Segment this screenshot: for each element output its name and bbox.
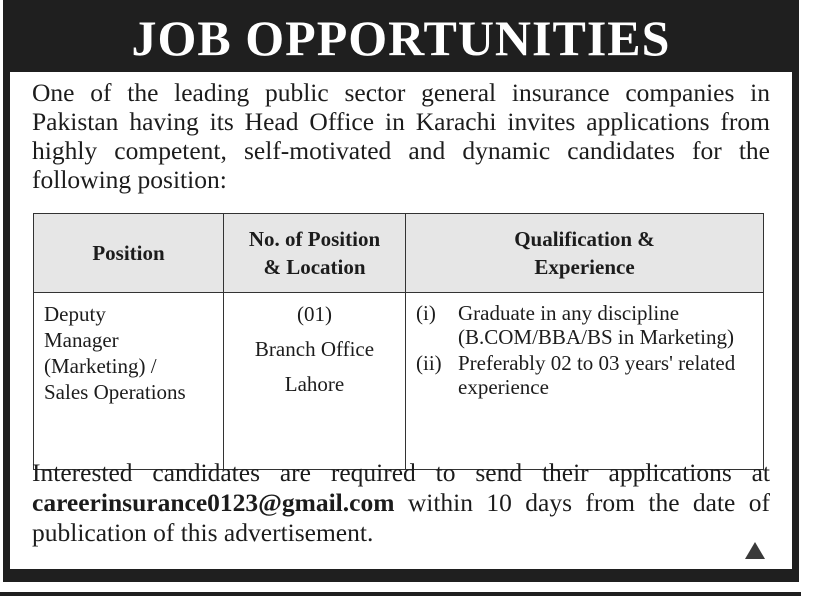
table-header-row <box>34 214 764 293</box>
position-line: (Marketing) / <box>44 354 157 378</box>
instructions-text: within 10 days from the date of publication of this advertisement. <box>32 488 770 547</box>
header-count-location <box>224 214 406 293</box>
location-line: Branch Office <box>254 337 375 361</box>
position-line: Manager <box>44 328 119 352</box>
cell-qualification <box>406 293 764 470</box>
table-row <box>34 293 764 470</box>
ad-title: JOB OPPORTUNITIES <box>131 10 671 66</box>
instructions-text: Interested candidates are required to send their applications at <box>32 458 770 487</box>
position-line: Deputy <box>44 302 106 326</box>
contact-email[interactable]: careerinsurance0123@gmail.com <box>32 488 395 517</box>
ad-body <box>10 72 792 569</box>
qualification-text: Preferably 02 to 03 years' related experience <box>458 351 736 399</box>
header-line: Experience <box>534 255 635 279</box>
qualification-item <box>416 301 753 349</box>
cell-position <box>34 293 224 470</box>
bottom-divider <box>0 592 801 596</box>
ad-frame <box>3 0 799 582</box>
header-qualification <box>406 214 764 293</box>
triangle-up-icon <box>745 542 765 559</box>
positions-table <box>33 213 764 470</box>
position-line: Sales Operations <box>44 380 186 404</box>
application-instructions <box>32 458 770 548</box>
position-count: (01) <box>297 302 332 326</box>
header-position: Position <box>34 214 224 293</box>
qualification-number: (ii) <box>416 351 442 375</box>
location-line: Lahore <box>284 372 345 396</box>
qualification-number: (i) <box>416 301 436 325</box>
header-line: Qualification & <box>514 227 655 251</box>
qualification-item <box>416 351 753 399</box>
intro-paragraph: One of the leading public sector general insurance companies in Pakistan having its Head Office in Karachi invites applications from highly competent, self-motivated and dynamic candidates for the following position: <box>32 78 770 194</box>
header-line: & Location <box>263 255 366 279</box>
cell-count-location <box>224 293 406 470</box>
qualification-text: Graduate in any discipline (B.COM/BBA/BS in Marketing) <box>458 301 734 349</box>
header-line: No. of Position <box>248 227 381 251</box>
